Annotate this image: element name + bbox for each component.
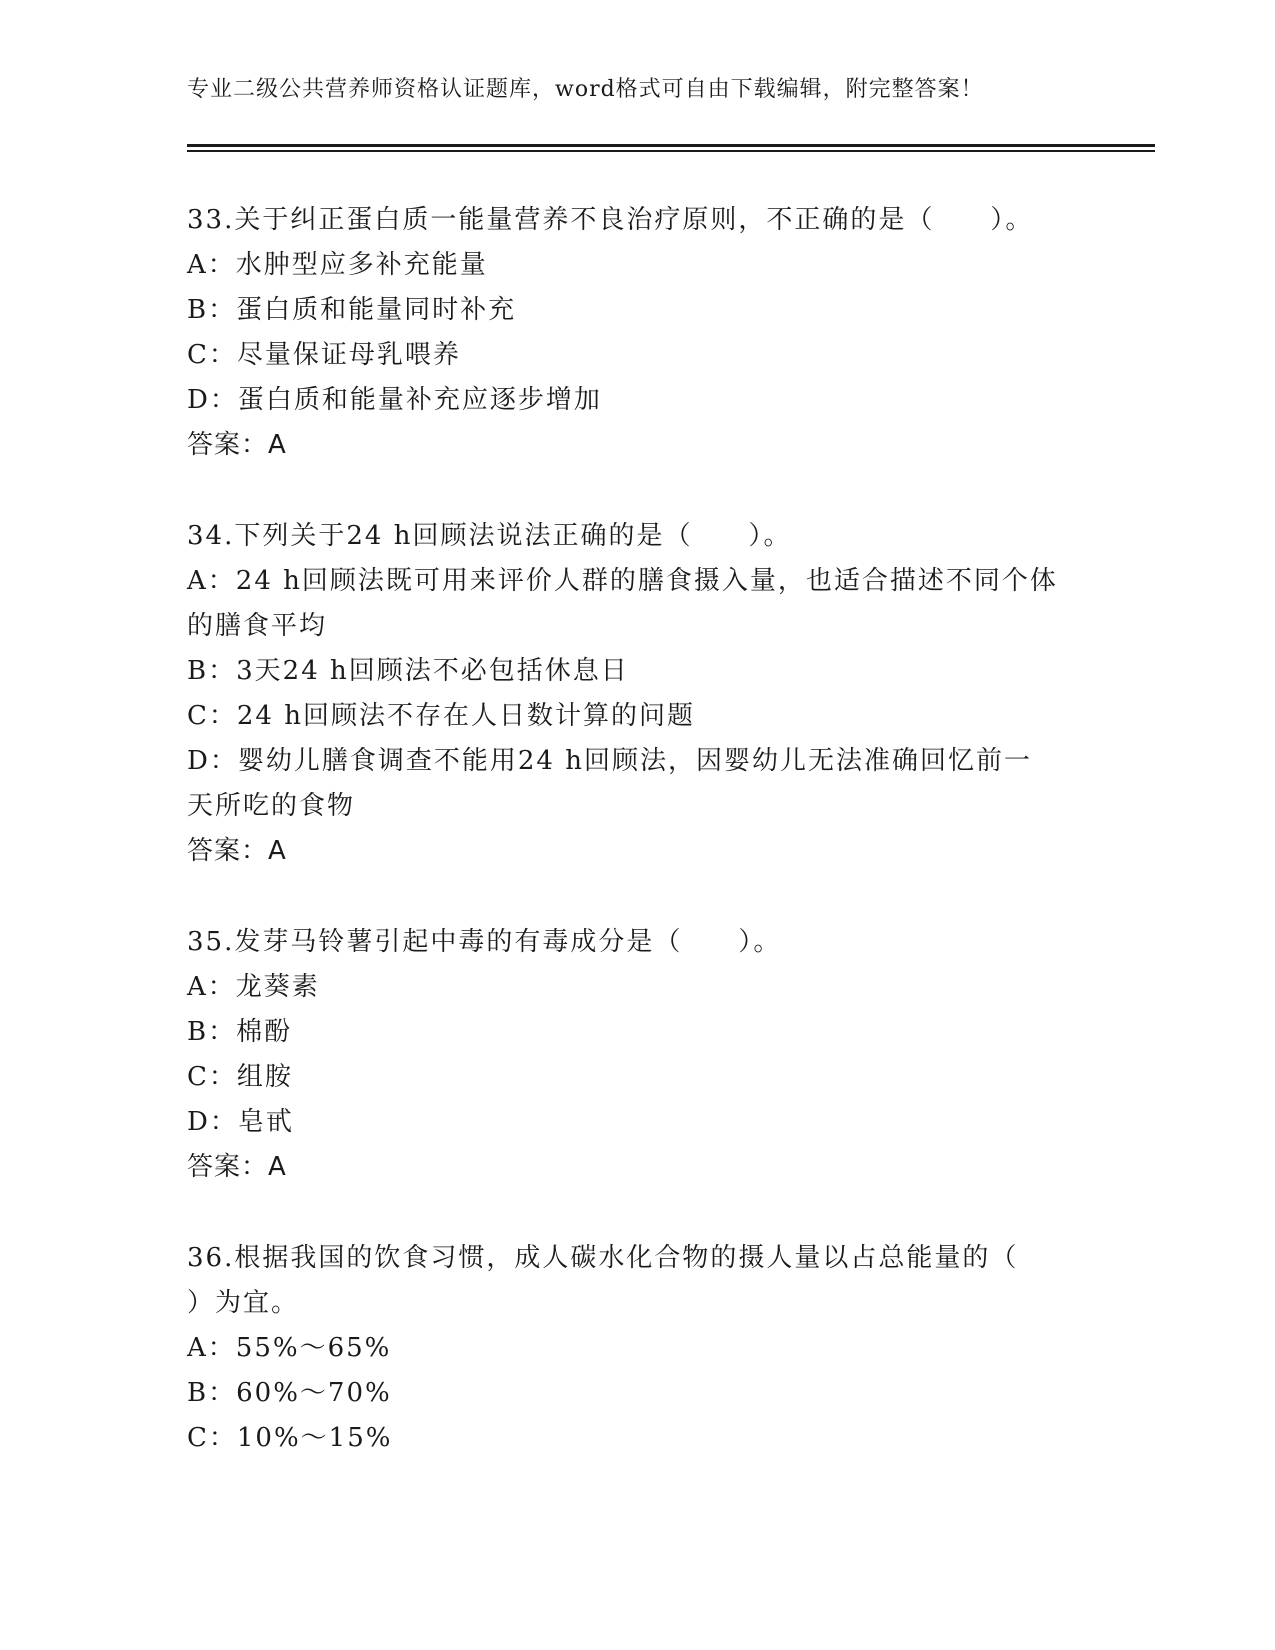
question-block xyxy=(187,1236,1087,1461)
page-header: 专业二级公共营养师资格认证题库，word格式可自由下载编辑，附完整答案！ xyxy=(187,77,984,102)
answer-option: D：蛋白质和能量补充应逐步增加 xyxy=(187,385,602,415)
question-stem: 35.发芽马铃薯引起中毒的有毒成分是（ ）。 xyxy=(187,927,782,957)
header-rule-thick xyxy=(187,144,1155,147)
question-block xyxy=(187,514,1087,874)
answer-key: 答案：A xyxy=(187,430,287,460)
answer-option: 的膳食平均 xyxy=(187,611,328,641)
question-stem: 34.下列关于24 h回顾法说法正确的是（ ）。 xyxy=(187,521,792,551)
answer-option: B：蛋白质和能量同时补充 xyxy=(187,295,517,325)
answer-key: 答案：A xyxy=(187,836,287,866)
answer-option: C：组胺 xyxy=(187,1062,293,1092)
header-rule-thin xyxy=(187,150,1155,152)
answer-option: D：婴幼儿膳食调查不能用24 h回顾法，因婴幼儿无法准确回忆前一 xyxy=(187,746,1032,776)
answer-option: B：3天24 h回顾法不必包括休息日 xyxy=(187,656,629,686)
question-block xyxy=(187,198,1087,468)
answer-key: 答案：A xyxy=(187,1152,287,1182)
answer-option: C：10%～15% xyxy=(187,1423,393,1453)
answer-option: D：皂甙 xyxy=(187,1107,294,1137)
answer-option: B：60%～70% xyxy=(187,1378,392,1408)
answer-option: B：棉酚 xyxy=(187,1017,293,1047)
question-block xyxy=(187,920,1087,1190)
question-stem: ）为宜。 xyxy=(187,1288,300,1318)
answer-option: 天所吃的食物 xyxy=(187,791,356,821)
answer-option: C：尽量保证母乳喂养 xyxy=(187,340,461,370)
question-stem: 33.关于纠正蛋白质一能量营养不良治疗原则，不正确的是（ ）。 xyxy=(187,205,1034,235)
answer-option: A：24 h回顾法既可用来评价人群的膳食摄入量，也适合描述不同个体 xyxy=(187,566,1058,596)
question-stem: 36.根据我国的饮食习惯，成人碳水化合物的摄人量以占总能量的（ xyxy=(187,1243,1019,1273)
answer-option: A：55%～65% xyxy=(187,1333,392,1363)
answer-option: A：龙葵素 xyxy=(187,972,320,1002)
answer-option: A：水肿型应多补充能量 xyxy=(187,250,488,280)
question-list xyxy=(187,198,1087,1461)
answer-option: C：24 h回顾法不存在人日数计算的问题 xyxy=(187,701,695,731)
